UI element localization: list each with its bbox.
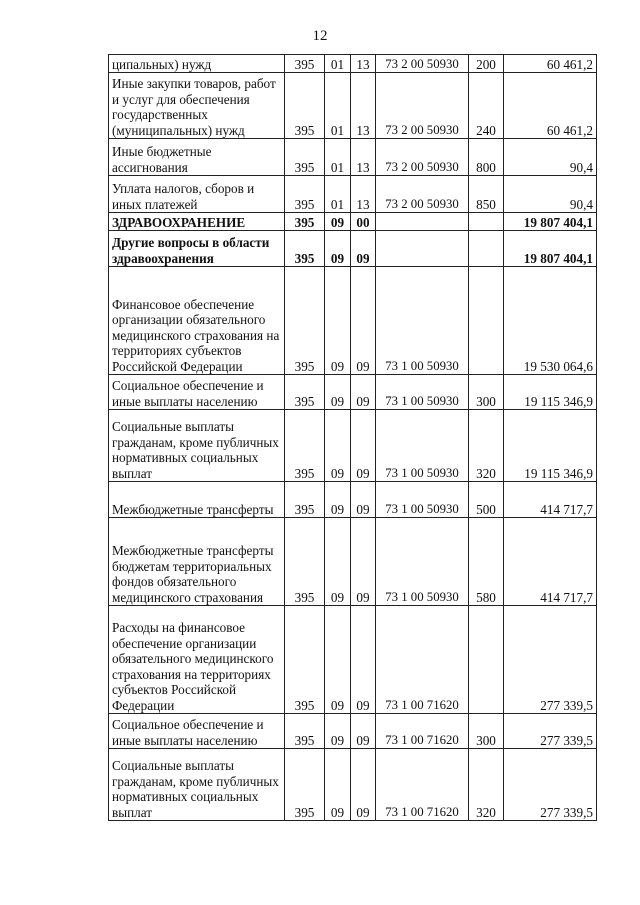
row-subsection-code: 13 [351,73,376,139]
row-target-article-code: 73 2 00 50930 [376,139,469,176]
table-row [109,375,597,410]
row-grbs-code: 395 [285,55,325,73]
row-target-article-code: 73 2 00 50930 [376,73,469,139]
row-grbs-code: 395 [285,375,325,410]
row-section-code: 09 [325,231,351,267]
table-row [109,267,597,375]
table-row [109,55,597,73]
table-row [109,139,597,176]
row-grbs-code: 395 [285,749,325,821]
row-expense-type-code: 320 [469,749,504,821]
row-target-article-code: 73 2 00 50930 [376,55,469,73]
row-section-code: 01 [325,139,351,176]
table-row [109,749,597,821]
row-subsection-code: 09 [351,606,376,714]
table-body [109,55,597,821]
row-expense-type-code: 500 [469,482,504,518]
row-grbs-code: 395 [285,714,325,749]
budget-table [108,54,597,821]
row-section-code: 09 [325,267,351,375]
row-subsection-code: 09 [351,518,376,606]
row-name: Другие вопросы в области здравоохранения [109,231,285,267]
table-row [109,482,597,518]
row-section-code: 09 [325,606,351,714]
row-section-code: 01 [325,55,351,73]
row-subsection-code: 13 [351,176,376,213]
table-row [109,518,597,606]
row-name: Социальные выплаты гражданам, кроме публичных нормативных социальных выплат [109,749,285,821]
row-name: Расходы на финансовое обеспечение организации обязательного медицинского страхования на территориях субъектов Российской Федерации [109,606,285,714]
row-grbs-code: 395 [285,267,325,375]
row-amount: 277 339,5 [504,749,597,821]
row-name: Финансовое обеспечение организации обязательного медицинского страхования на территориях субъектов Российской Федерации [109,267,285,375]
table-row [109,213,597,231]
row-expense-type-code [469,231,504,267]
row-grbs-code: 395 [285,606,325,714]
row-section-code: 09 [325,518,351,606]
row-expense-type-code: 240 [469,73,504,139]
table-row [109,231,597,267]
row-expense-type-code: 320 [469,410,504,482]
row-subsection-code: 09 [351,410,376,482]
row-expense-type-code: 200 [469,55,504,73]
row-amount: 60 461,2 [504,55,597,73]
table-row [109,176,597,213]
row-expense-type-code [469,606,504,714]
row-target-article-code: 73 1 00 50930 [376,518,469,606]
row-name: Иные закупки товаров, работ и услуг для обеспечения государственных (муниципальных) нужд [109,73,285,139]
page-number: 12 [312,28,328,44]
row-grbs-code: 395 [285,231,325,267]
row-name: Социальные выплаты гражданам, кроме публичных нормативных социальных выплат [109,410,285,482]
row-target-article-code: 73 1 00 71620 [376,749,469,821]
row-expense-type-code: 300 [469,375,504,410]
row-target-article-code: 73 1 00 50930 [376,410,469,482]
table-row [109,606,597,714]
row-subsection-code: 00 [351,213,376,231]
row-target-article-code: 73 1 00 71620 [376,714,469,749]
row-target-article-code: 73 2 00 50930 [376,176,469,213]
row-name: ЗДРАВООХРАНЕНИЕ [109,213,285,231]
row-expense-type-code [469,267,504,375]
row-target-article-code: 73 1 00 71620 [376,606,469,714]
row-name: Социальное обеспечение и иные выплаты населению [109,714,285,749]
row-subsection-code: 09 [351,482,376,518]
row-grbs-code: 395 [285,213,325,231]
row-target-article-code: 73 1 00 50930 [376,267,469,375]
row-target-article-code: 73 1 00 50930 [376,375,469,410]
row-target-article-code [376,213,469,231]
row-target-article-code: 73 1 00 50930 [376,482,469,518]
row-name: Иные бюджетные ассигнования [109,139,285,176]
row-section-code: 09 [325,482,351,518]
row-expense-type-code: 850 [469,176,504,213]
row-subsection-code: 13 [351,55,376,73]
table-row [109,714,597,749]
row-grbs-code: 395 [285,73,325,139]
row-subsection-code: 09 [351,375,376,410]
table-row [109,410,597,482]
row-name: ципальных) нужд [109,55,285,73]
row-grbs-code: 395 [285,410,325,482]
row-target-article-code [376,231,469,267]
row-section-code: 01 [325,176,351,213]
row-amount: 90,4 [504,139,597,176]
row-amount: 19 115 346,9 [504,375,597,410]
row-subsection-code: 09 [351,231,376,267]
row-section-code: 09 [325,213,351,231]
row-expense-type-code: 300 [469,714,504,749]
row-expense-type-code [469,213,504,231]
row-amount: 60 461,2 [504,73,597,139]
row-section-code: 09 [325,714,351,749]
row-subsection-code: 09 [351,714,376,749]
row-section-code: 09 [325,749,351,821]
row-name: Межбюджетные трансферты [109,482,285,518]
row-section-code: 09 [325,410,351,482]
row-section-code: 01 [325,73,351,139]
row-subsection-code: 09 [351,749,376,821]
row-expense-type-code: 800 [469,139,504,176]
row-amount: 90,4 [504,176,597,213]
row-amount: 19 807 404,1 [504,231,597,267]
row-grbs-code: 395 [285,176,325,213]
row-expense-type-code: 580 [469,518,504,606]
row-amount: 19 807 404,1 [504,213,597,231]
row-name: Межбюджетные трансферты бюджетам территориальных фондов обязательного медицинского страхования [109,518,285,606]
row-grbs-code: 395 [285,518,325,606]
row-amount: 277 339,5 [504,606,597,714]
row-amount: 19 115 346,9 [504,410,597,482]
row-name: Социальное обеспечение и иные выплаты населению [109,375,285,410]
table-row [109,73,597,139]
row-grbs-code: 395 [285,482,325,518]
row-amount: 414 717,7 [504,518,597,606]
row-section-code: 09 [325,375,351,410]
row-amount: 277 339,5 [504,714,597,749]
row-amount: 414 717,7 [504,482,597,518]
row-name: Уплата налогов, сборов и иных платежей [109,176,285,213]
row-subsection-code: 09 [351,267,376,375]
row-subsection-code: 13 [351,139,376,176]
row-grbs-code: 395 [285,139,325,176]
row-amount: 19 530 064,6 [504,267,597,375]
